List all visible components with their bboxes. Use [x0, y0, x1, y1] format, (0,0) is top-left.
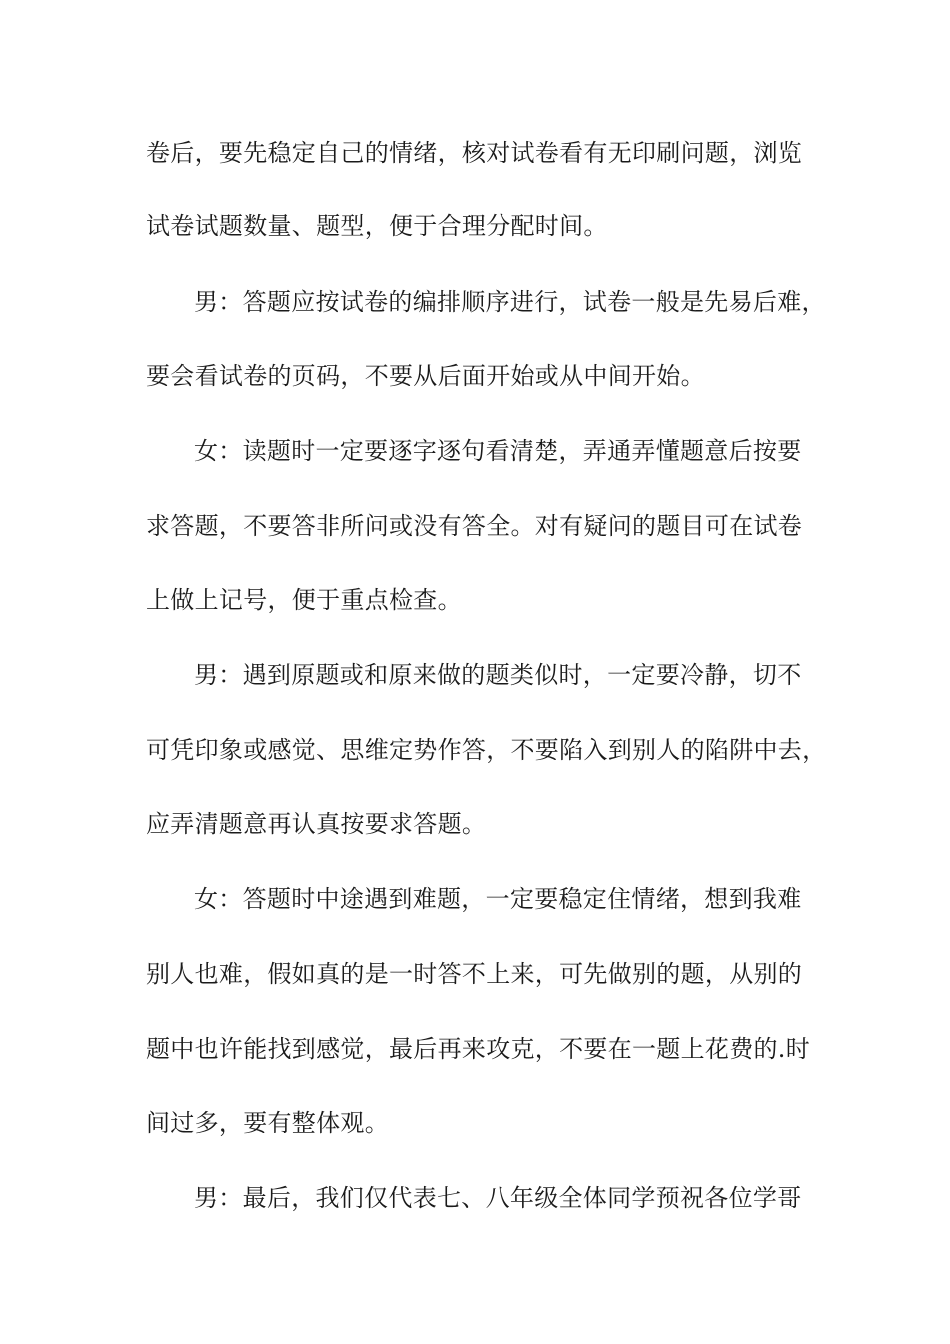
text-line: 应弄清题意再认真按要求答题。	[146, 810, 487, 838]
text-line: 题中也许能找到感觉，最后再来攻克，不要在一题上花费的.时	[146, 1035, 811, 1063]
text-line: 别人也难，假如真的是一时答不上来，可先做别的题，从别的	[146, 960, 803, 988]
paragraph-first-line: 男：最后，我们仅代表七、八年级全体同学预祝各位学哥	[194, 1184, 802, 1212]
text-line: 卷后，要先稳定自己的情绪，核对试卷看有无印刷问题，浏览	[146, 139, 803, 167]
paragraph-first-line: 男：答题应按试卷的编排顺序进行，试卷一般是先易后难，	[194, 288, 826, 316]
text-line: 可凭印象或感觉、思维定势作答，不要陷入到别人的陷阱中去，	[146, 736, 827, 764]
paragraph-first-line: 女：答题时中途遇到难题，一定要稳定住情绪，想到我难	[194, 885, 802, 913]
text-line: 上做上记号，便于重点检查。	[146, 586, 462, 614]
paragraph-first-line: 女：读题时一定要逐字逐句看清楚，弄通弄懂题意后按要	[194, 437, 802, 465]
text-line: 求答题，不要答非所问或没有答全。对有疑问的题目可在试卷	[146, 512, 803, 540]
text-line: 要会看试卷的页码，不要从后面开始或从中间开始。	[146, 362, 705, 390]
text-line: 间过多，要有整体观。	[146, 1109, 389, 1137]
text-line: 试卷试题数量、题型，便于合理分配时间。	[146, 212, 608, 240]
paragraph-first-line: 男：遇到原题或和原来做的题类似时，一定要冷静，切不	[194, 661, 802, 689]
